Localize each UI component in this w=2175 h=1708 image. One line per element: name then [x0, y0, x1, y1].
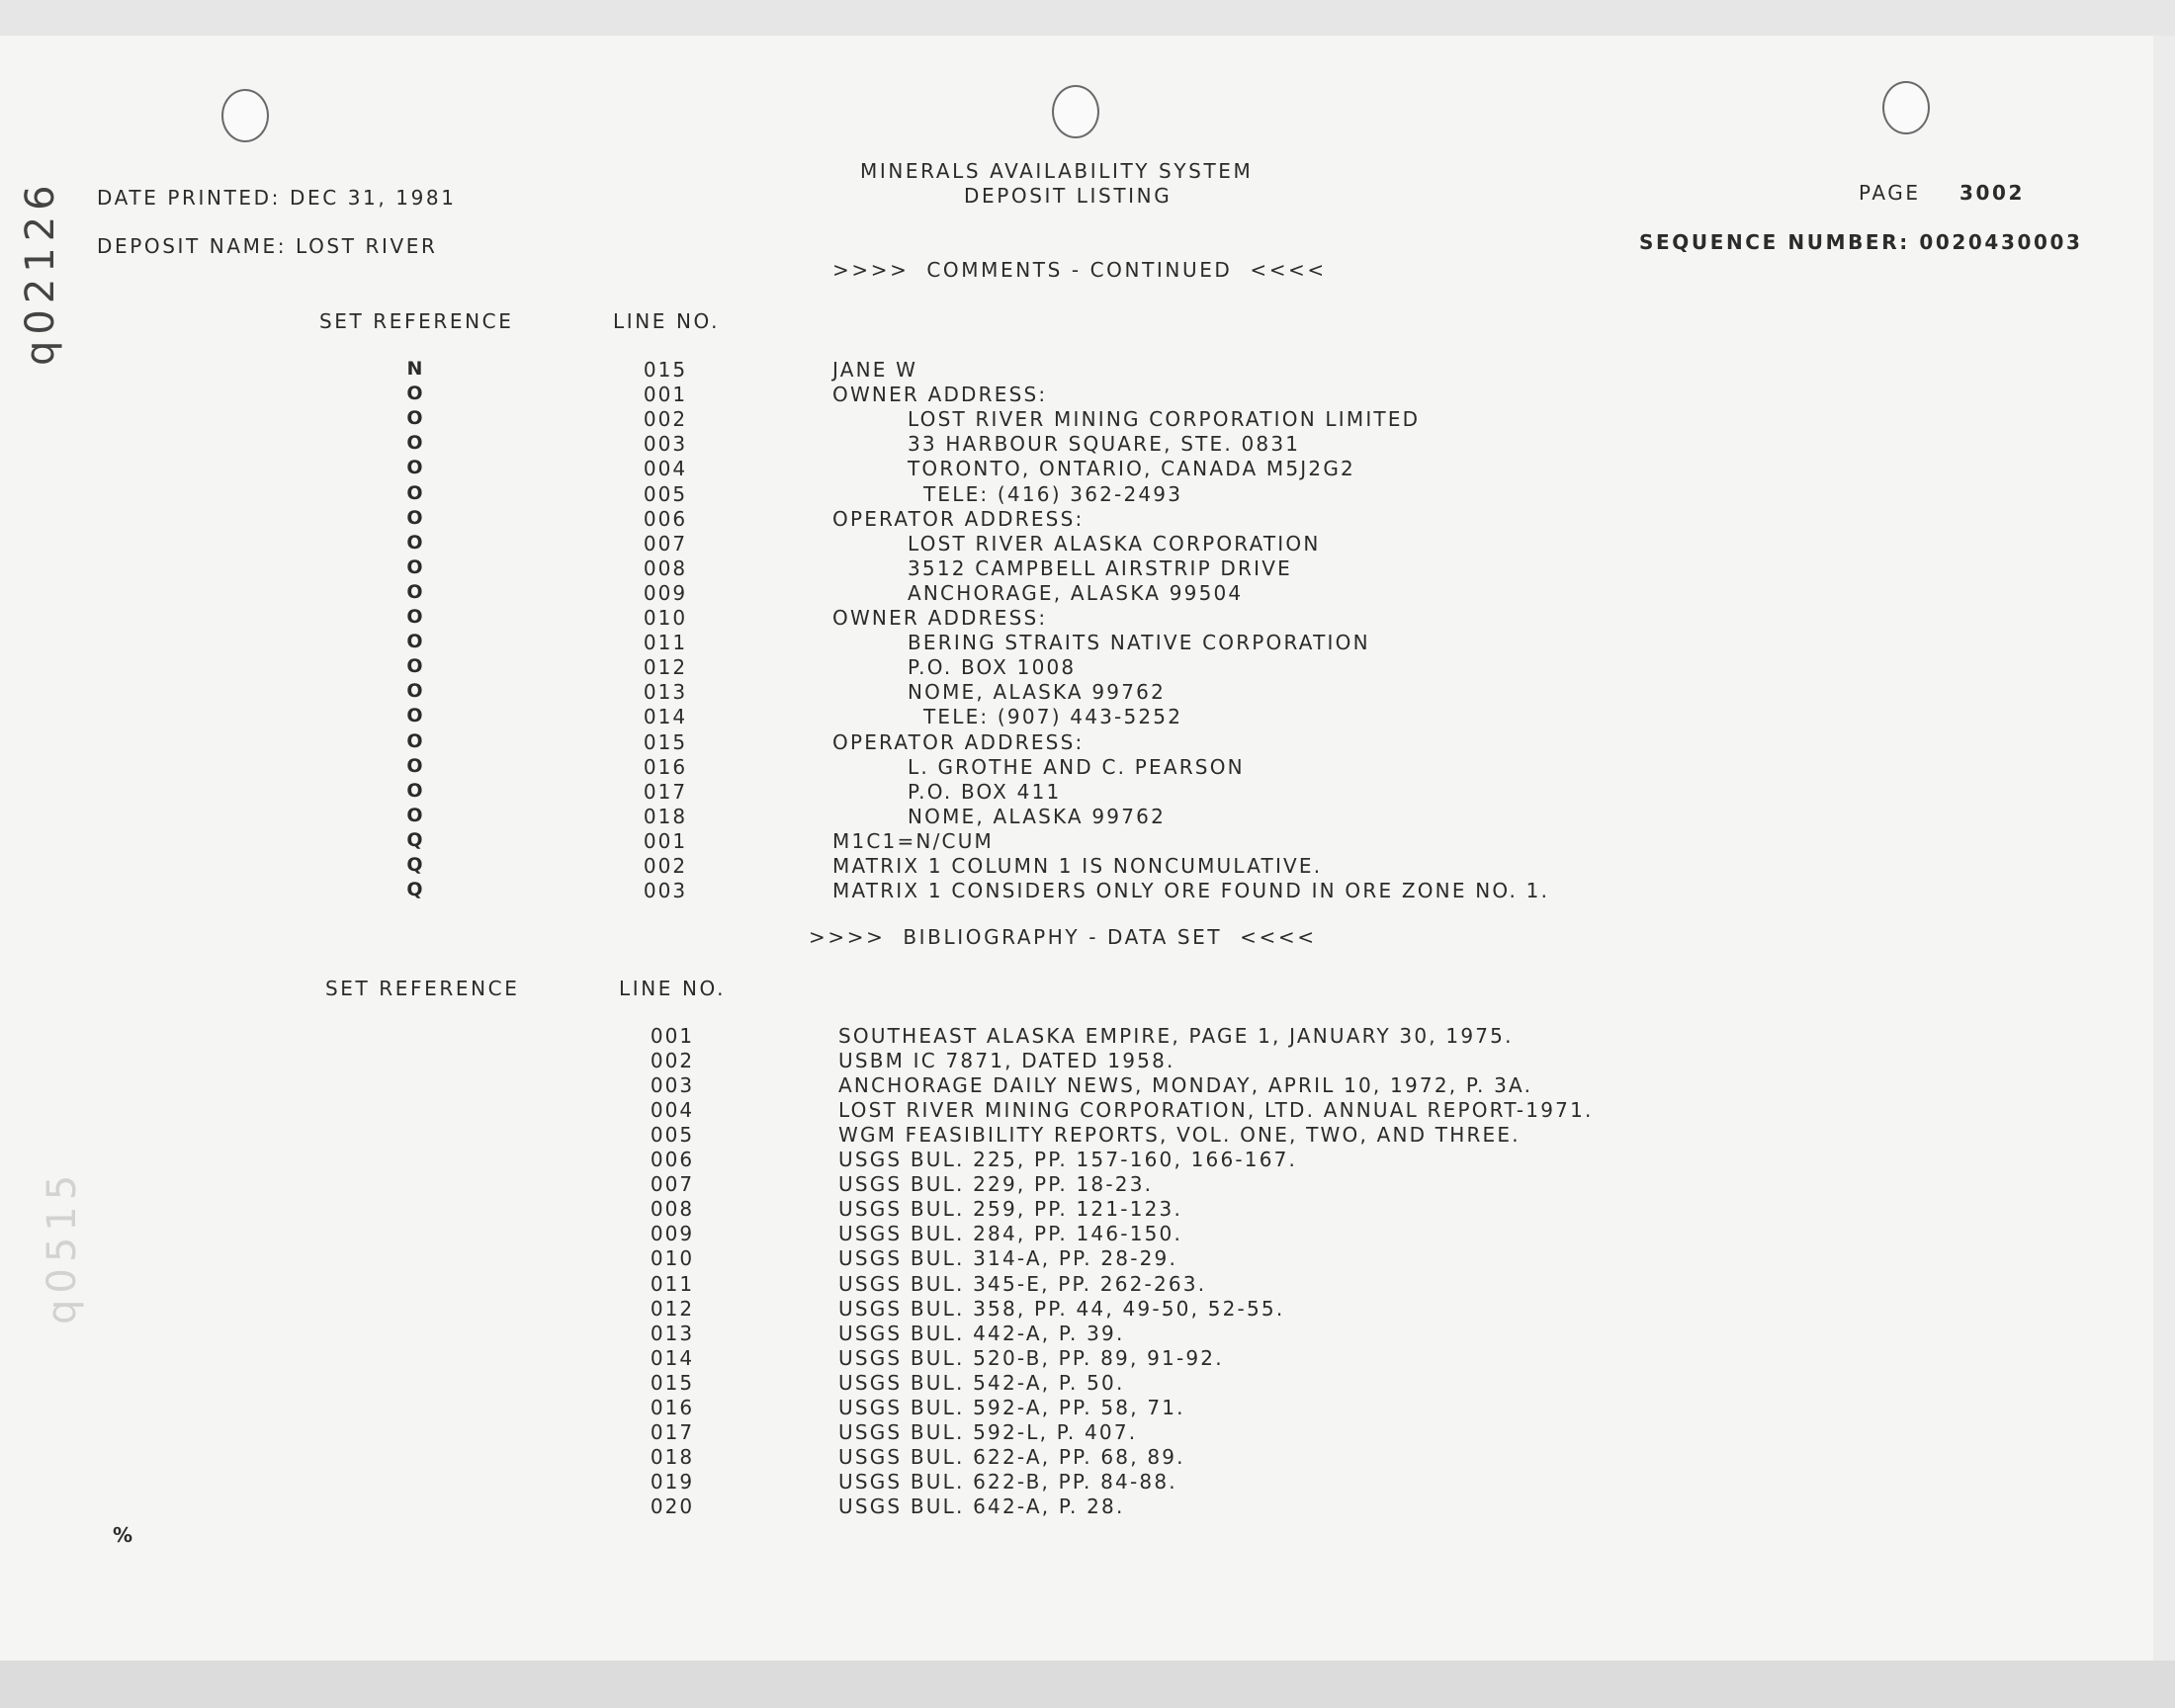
comments-col-set-reference: SET REFERENCE [319, 309, 514, 333]
comment-set-ref: O [406, 631, 424, 652]
page-label: PAGE [1859, 181, 1921, 205]
comment-text: 3512 CAMPBELL AIRSTRIP DRIVE [908, 556, 1292, 580]
comment-line-no: 013 [643, 680, 688, 704]
comment-text: BERING STRAITS NATIVE CORPORATION [908, 631, 1370, 654]
comment-line-no: 004 [643, 457, 688, 480]
comment-text: MATRIX 1 COLUMN 1 IS NONCUMULATIVE. [832, 854, 1323, 878]
comment-text: LOST RIVER ALASKA CORPORATION [908, 532, 1321, 555]
bibliography-section-title: >>>> BIBLIOGRAPHY - DATA SET <<<< [809, 925, 1317, 949]
comment-set-ref: O [406, 457, 424, 478]
comment-text: OWNER ADDRESS: [832, 606, 1048, 630]
bibliography-entry: USGS BUL. 592-A, PP. 58, 71. [838, 1396, 1185, 1419]
bibliography-line-no: 007 [650, 1172, 695, 1196]
bibliography-entry: USGS BUL. 225, PP. 157-160, 166-167. [838, 1148, 1298, 1171]
comment-text: TELE: (416) 362-2493 [923, 482, 1183, 506]
sequence-number: SEQUENCE NUMBER: 0020430003 [1639, 230, 2083, 254]
comment-line-no: 002 [643, 854, 688, 878]
page-number: 3002 [1959, 181, 2026, 205]
comment-set-ref: O [406, 532, 424, 554]
bibliography-entry: ANCHORAGE DAILY NEWS, MONDAY, APRIL 10, 1972, P. 3A. [838, 1073, 1533, 1097]
page-edge [2153, 36, 2175, 1661]
comment-line-no: 012 [643, 655, 688, 679]
bibliography-entry: USGS BUL. 442-A, P. 39. [838, 1322, 1125, 1345]
comment-line-no: 007 [643, 532, 688, 555]
comment-set-ref: O [406, 780, 424, 802]
comment-line-no: 018 [643, 805, 688, 828]
bibliography-entry: WGM FEASIBILITY REPORTS, VOL. ONE, TWO, AND THREE. [838, 1123, 1521, 1147]
comment-set-ref: O [406, 556, 424, 578]
bibliography-entry: SOUTHEAST ALASKA EMPIRE, PAGE 1, JANUARY 30, 1975. [838, 1024, 1514, 1048]
bibliography-entry: USGS BUL. 358, PP. 44, 49-50, 52-55. [838, 1297, 1285, 1321]
comment-text: MATRIX 1 CONSIDERS ONLY ORE FOUND IN ORE ZONE NO. 1. [832, 879, 1550, 902]
comment-set-ref: O [406, 755, 424, 777]
punch-hole-center [1052, 85, 1099, 138]
comment-set-ref: O [406, 432, 424, 454]
bibliography-line-no: 014 [650, 1346, 695, 1370]
bibliography-line-no: 009 [650, 1222, 695, 1245]
footer-mark: % [113, 1523, 135, 1547]
bibliography-line-no: 005 [650, 1123, 695, 1147]
comment-line-no: 005 [643, 482, 688, 506]
comment-set-ref: O [406, 655, 424, 677]
comment-set-ref: O [406, 383, 424, 404]
comment-set-ref: O [406, 705, 424, 726]
comment-text: ANCHORAGE, ALASKA 99504 [908, 581, 1244, 605]
bibliography-col-line-no: LINE NO. [619, 977, 727, 1000]
bibliography-line-no: 008 [650, 1197, 695, 1221]
comment-set-ref: O [406, 805, 424, 826]
comment-text: JANE W [832, 358, 918, 382]
bibliography-entry: USGS BUL. 592-L, P. 407. [838, 1420, 1138, 1444]
comment-line-no: 014 [643, 705, 688, 728]
punch-hole-left [221, 89, 269, 142]
comment-line-no: 003 [643, 432, 688, 456]
bibliography-line-no: 010 [650, 1246, 695, 1270]
comment-line-no: 017 [643, 780, 688, 804]
bibliography-line-no: 018 [650, 1445, 695, 1469]
comment-set-ref: O [406, 507, 424, 529]
bibliography-entry: USGS BUL. 622-A, PP. 68, 89. [838, 1445, 1185, 1469]
comment-set-ref: N [406, 358, 424, 380]
comment-text: NOME, ALASKA 99762 [908, 680, 1166, 704]
comment-line-no: 006 [643, 507, 688, 531]
comment-line-no: 009 [643, 581, 688, 605]
comment-line-no: 010 [643, 606, 688, 630]
listing-title: DEPOSIT LISTING [964, 184, 1173, 208]
bibliography-line-no: 004 [650, 1098, 695, 1122]
bibliography-entry: USGS BUL. 314-A, PP. 28-29. [838, 1246, 1178, 1270]
comment-set-ref: O [406, 730, 424, 752]
comment-line-no: 008 [643, 556, 688, 580]
date-printed: DATE PRINTED: DEC 31, 1981 [97, 186, 457, 210]
comment-text: P.O. BOX 411 [908, 780, 1062, 804]
bibliography-entry: USGS BUL. 542-A, P. 50. [838, 1371, 1125, 1395]
handwritten-stamp [18, 277, 47, 366]
bibliography-entry: USGS BUL. 642-A, P. 28. [838, 1494, 1125, 1518]
comment-text: L. GROTHE AND C. PEARSON [908, 755, 1245, 779]
deposit-name: DEPOSIT NAME: LOST RIVER [97, 234, 438, 258]
bibliography-entry: USBM IC 7871, DATED 1958. [838, 1049, 1175, 1072]
bibliography-entry: USGS BUL. 345-E, PP. 262-263. [838, 1272, 1207, 1296]
comments-col-line-no: LINE NO. [613, 309, 721, 333]
bibliography-col-set-reference: SET REFERENCE [325, 977, 520, 1000]
comment-set-ref: O [406, 482, 424, 504]
comment-line-no: 015 [643, 358, 688, 382]
bibliography-entry: LOST RIVER MINING CORPORATION, LTD. ANNUAL REPORT-1971. [838, 1098, 1594, 1122]
punch-hole-right [1882, 81, 1930, 134]
bibliography-line-no: 006 [650, 1148, 695, 1171]
comment-set-ref: Q [406, 854, 424, 876]
bibliography-entry: USGS BUL. 284, PP. 146-150. [838, 1222, 1183, 1245]
comment-set-ref: O [406, 581, 424, 603]
bibliography-line-no: 016 [650, 1396, 695, 1419]
comment-text: P.O. BOX 1008 [908, 655, 1077, 679]
comment-set-ref: O [406, 606, 424, 628]
comment-text: OPERATOR ADDRESS: [832, 507, 1085, 531]
comment-text: OPERATOR ADDRESS: [832, 730, 1085, 754]
comment-text: LOST RIVER MINING CORPORATION LIMITED [908, 407, 1421, 431]
comments-section-title: >>>> COMMENTS - CONTINUED <<<< [832, 258, 1327, 282]
bibliography-line-no: 011 [650, 1272, 695, 1296]
comment-line-no: 015 [643, 730, 688, 754]
comment-text: NOME, ALASKA 99762 [908, 805, 1166, 828]
comment-line-no: 001 [643, 829, 688, 853]
comment-line-no: 001 [643, 383, 688, 406]
comment-line-no: 011 [643, 631, 688, 654]
bibliography-entry: USGS BUL. 520-B, PP. 89, 91-92. [838, 1346, 1224, 1370]
comment-set-ref: Q [406, 829, 424, 851]
bibliography-line-no: 013 [650, 1322, 695, 1345]
comment-text: OWNER ADDRESS: [832, 383, 1048, 406]
bibliography-entry: USGS BUL. 259, PP. 121-123. [838, 1197, 1183, 1221]
comment-line-no: 016 [643, 755, 688, 779]
comment-text: TORONTO, ONTARIO, CANADA M5J2G2 [908, 457, 1355, 480]
bibliography-line-no: 002 [650, 1049, 695, 1072]
comment-set-ref: O [406, 680, 424, 702]
faded-stamp: q0515 [40, 1168, 85, 1324]
bibliography-line-no: 020 [650, 1494, 695, 1518]
bibliography-entry: USGS BUL. 622-B, PP. 84-88. [838, 1470, 1177, 1494]
comment-text: TELE: (907) 443-5252 [923, 705, 1183, 728]
comment-set-ref: O [406, 407, 424, 429]
comment-set-ref: Q [406, 879, 424, 900]
bibliography-line-no: 019 [650, 1470, 695, 1494]
bibliography-line-no: 017 [650, 1420, 695, 1444]
bibliography-line-no: 015 [650, 1371, 695, 1395]
bibliography-entry: USGS BUL. 229, PP. 18-23. [838, 1172, 1154, 1196]
bibliography-line-no: 003 [650, 1073, 695, 1097]
system-title: MINERALS AVAILABILITY SYSTEM [860, 159, 1254, 183]
bibliography-line-no: 012 [650, 1297, 695, 1321]
comment-line-no: 002 [643, 407, 688, 431]
comment-line-no: 003 [643, 879, 688, 902]
comment-text: M1C1=N/CUM [832, 829, 994, 853]
scan-border [0, 1661, 2175, 1708]
comment-text: 33 HARBOUR SQUARE, STE. 0831 [908, 432, 1301, 456]
bibliography-line-no: 001 [650, 1024, 695, 1048]
